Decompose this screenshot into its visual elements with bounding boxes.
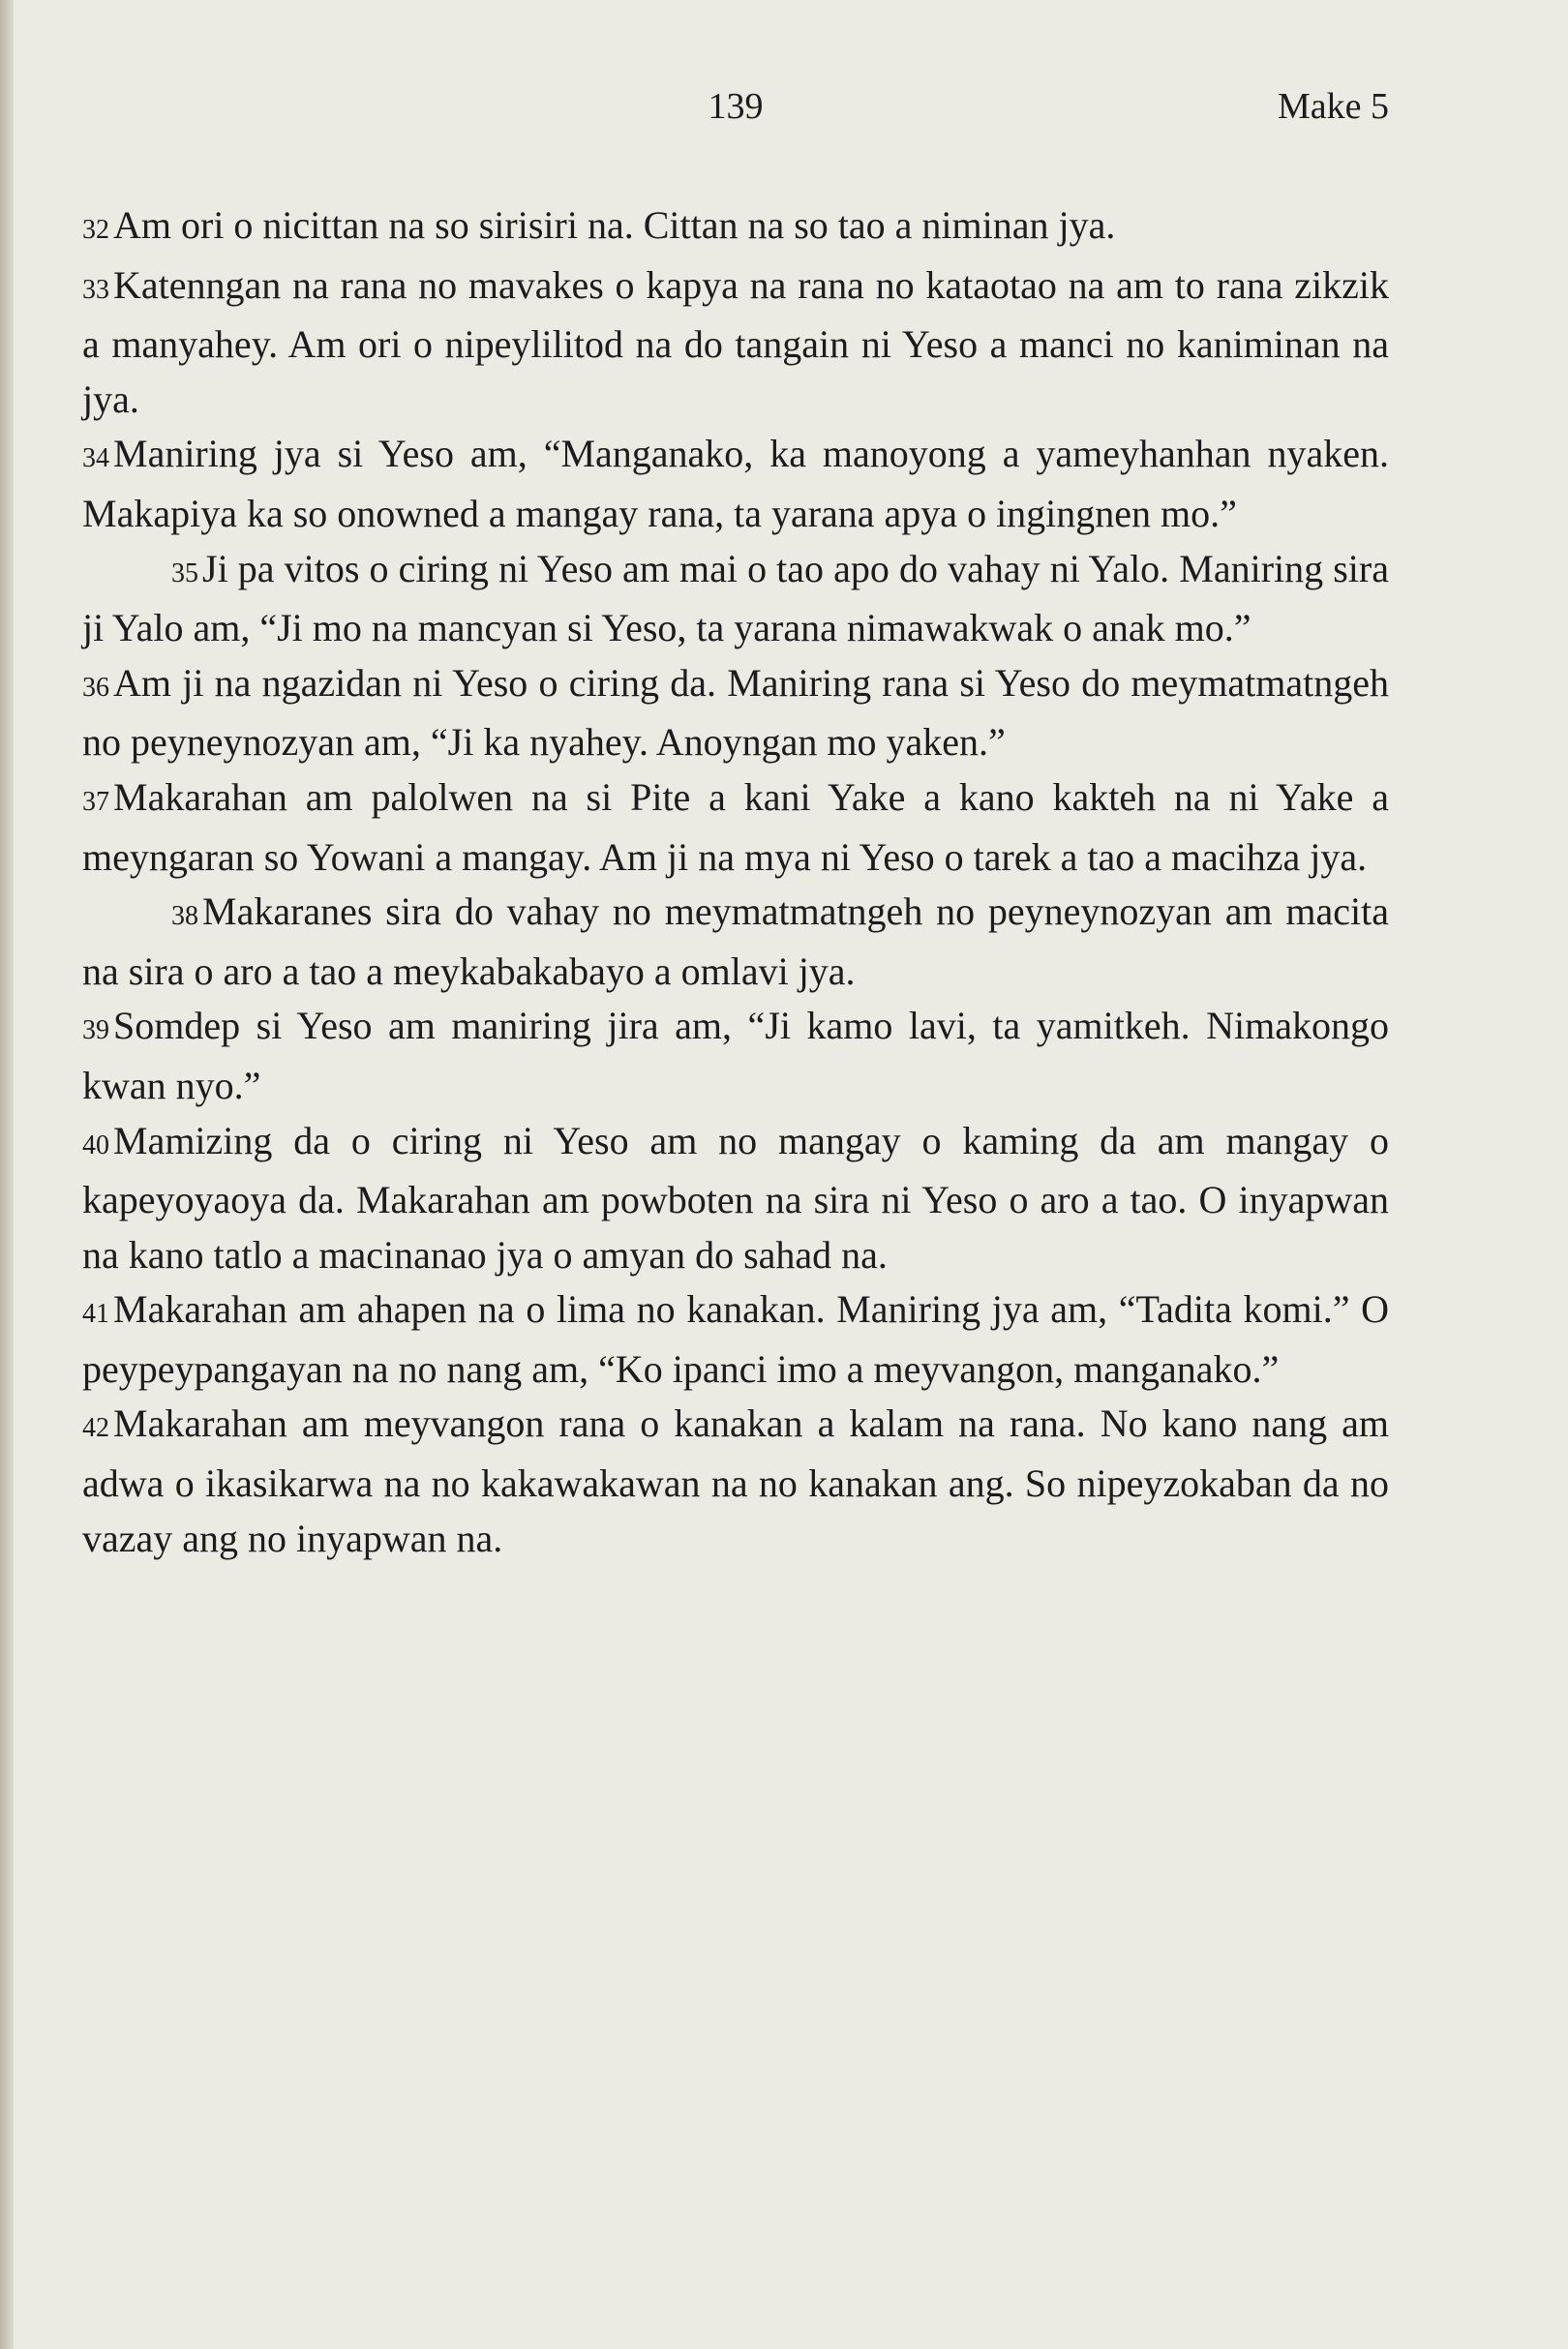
text-body: [82, 198, 1389, 1566]
verse-36: [82, 656, 1389, 770]
verse-number: 41: [82, 1299, 109, 1330]
verse-42: [82, 1397, 1389, 1566]
page-number: 139: [708, 86, 764, 127]
verse-33: [82, 258, 1389, 428]
verse-text: Mamizing da o ciring ni Yeso am no mangay o kaming da am mangay o kapeyoyaoya da. Makarahan am powboten na sira ni Yeso o aro a tao. O inyapwan na kano tatlo a macinanao jya o amyan do sahad na.: [82, 1118, 1389, 1277]
verse-number: 39: [82, 1015, 109, 1046]
verse-35: [82, 542, 1389, 656]
verse-text: Somdep si Yeso am maniring jira am, “Ji kamo lavi, ta yamitkeh. Nimakongo kwan nyo.”: [82, 1004, 1389, 1107]
verse-text: Am ori o nicittan na so sirisiri na. Cittan na so tao a niminan jya.: [113, 203, 1116, 247]
page-edge: [0, 0, 14, 2349]
verse-text: Makarahan am palolwen na si Pite a kani Yake a kano kakteh na ni Yake a meyngaran so Yowani a mangay. Am ji na mya ni Yeso o tarek a tao a macihza jya.: [82, 774, 1389, 879]
verse-34: [82, 427, 1389, 541]
verse-40: [82, 1114, 1389, 1283]
verse-39: [82, 999, 1389, 1113]
verse-number: 33: [82, 274, 109, 305]
verse-number: 35: [171, 557, 198, 588]
verse-number: 32: [82, 215, 109, 245]
page-header: [82, 77, 1389, 136]
verse-37: [82, 770, 1389, 885]
verse-text: Makarahan am meyvangon rana o kanakan a kalam na rana. No kano nang am adwa o ikasikarwa na no kakawakawan na no kanakan ang. So nipeyzokaban da no vazay ang no inyapwan na.: [82, 1401, 1389, 1560]
verse-text: Ji pa vitos o ciring ni Yeso am mai o tao apo do vahay ni Yalo. Maniring sira ji Yalo am, “Ji mo na mancyan si Yeso, ta yarana nimawakwak o anak mo.”: [82, 546, 1389, 650]
verse-number: 36: [82, 672, 109, 703]
verse-32: [82, 198, 1389, 258]
verse-41: [82, 1282, 1389, 1397]
verse-text: Makaranes sira do vahay no meymatmatngeh no peyneynozyan am macita na sira o aro a tao a meykabakabayo a omlavi jya.: [82, 889, 1389, 993]
verse-number: 37: [82, 786, 109, 817]
verse-number: 38: [171, 901, 198, 932]
verse-number: 40: [82, 1129, 109, 1160]
verse-text: Am ji na ngazidan ni Yeso o ciring da. Maniring rana si Yeso do meymatmatngeh no peyneynozyan am, “Ji ka nyahey. Anoyngan mo yaken.”: [82, 660, 1389, 765]
verse-text: Maniring jya si Yeso am, “Manganako, ka manoyong a yameyhanhan nyaken. Makapiya ka so onowned a mangay rana, ta yarana apya o ingingnen mo.”: [82, 432, 1389, 535]
verse-number: 34: [82, 443, 109, 474]
verse-text: Makarahan am ahapen na o lima no kanakan. Maniring jya am, “Tadita komi.” O peypeypangayan na no nang am, “Ko ipanci imo a meyvangon, manganako.”: [82, 1287, 1389, 1391]
verse-number: 42: [82, 1413, 109, 1444]
verse-text: Katenngan na rana no mavakes o kapya na rana no kataotao na am to rana zikzik a manyahey. Am ori o nipeylilitod na do tangain ni Yeso a manci no kaniminan na jya.: [82, 262, 1389, 421]
running-head: Make 5: [1277, 86, 1389, 127]
verse-38: [82, 885, 1389, 999]
